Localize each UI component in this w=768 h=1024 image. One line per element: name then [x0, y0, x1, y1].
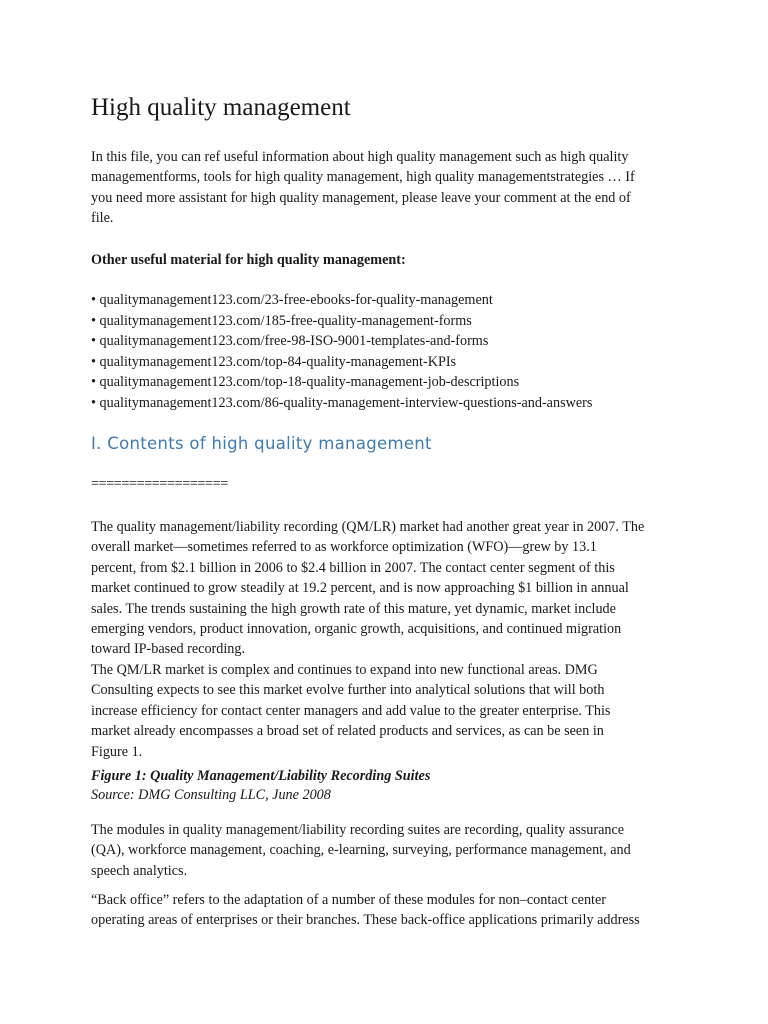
text-line: overall market—sometimes referred to as workforce optimization (WFO)—grew by 13.1	[91, 539, 597, 556]
text-line: speech analytics.	[91, 862, 188, 879]
modules-paragraph	[91, 820, 683, 881]
text-line: you need more assistant for high quality management, please leave your comment at the end of	[91, 189, 631, 206]
link-item[interactable]: • qualitymanagement123.com/86-quality-management-interview-questions-and-answers	[91, 394, 593, 411]
link-item[interactable]: • qualitymanagement123.com/185-free-quality-management-forms	[91, 312, 472, 329]
document-title: High quality management	[91, 94, 351, 121]
text-line: The modules in quality management/liability recording suites are recording, quality assurance	[91, 822, 625, 838]
market-paragraph	[91, 517, 683, 660]
text-line: toward IP-based recording.	[91, 641, 246, 658]
text-line: “Back office” refers to the adaptation of a number of these modules for non–contact center	[91, 892, 607, 908]
back-office-paragraph	[91, 890, 683, 931]
separator-line: ==================	[91, 476, 228, 492]
link-item[interactable]: • qualitymanagement123.com/free-98-ISO-9001-templates-and-forms	[91, 333, 489, 349]
text-line: The quality management/liability recording (QM/LR) market had another great year in 2007. The	[91, 519, 645, 535]
text-line: operating areas of enterprises or their branches. These back-office applications primarily address	[91, 912, 640, 929]
useful-links-list	[91, 290, 592, 413]
qmlr-paragraph	[91, 660, 683, 762]
text-line: increase efficiency for contact center managers and add value to the greater enterprise. This	[91, 702, 611, 719]
text-line: emerging vendors, product innovation, organic growth, acquisitions, and continued migration	[91, 621, 622, 638]
other-material-heading: Other useful material for high quality management:	[91, 252, 406, 268]
text-line: market continued to grow steadily at 19.2 percent, and is now approaching $1 billion in annual	[91, 580, 629, 597]
intro-paragraph	[91, 147, 683, 229]
link-item[interactable]: • qualitymanagement123.com/23-free-ebooks-for-quality-management	[91, 292, 493, 308]
text-line: percent, from $2.1 billion in 2006 to $2.4 billion in 2007. The contact center segment of this	[91, 559, 615, 576]
text-line: file.	[91, 210, 114, 227]
section-heading: I. Contents of high quality management	[91, 434, 432, 453]
text-line: Consulting expects to see this market evolve further into analytical solutions that will both	[91, 682, 605, 699]
text-line: managementforms, tools for high quality management, high quality managementstrategies … If	[91, 169, 635, 186]
text-line: (QA), workforce management, coaching, e-learning, surveying, performance management, and	[91, 842, 631, 859]
link-item[interactable]: • qualitymanagement123.com/top-84-quality-management-KPIs	[91, 353, 457, 370]
figure-caption: Figure 1: Quality Management/Liability Recording Suites	[91, 768, 431, 784]
text-line: In this file, you can ref useful information about high quality management such as high quality	[91, 149, 629, 165]
link-item[interactable]: • qualitymanagement123.com/top-18-quality-management-job-descriptions	[91, 374, 520, 390]
text-line: market already encompasses a broad set of related products and services, as can be seen in	[91, 723, 604, 740]
figure-source: Source: DMG Consulting LLC, June 2008	[91, 787, 331, 803]
text-line: sales. The trends sustaining the high growth rate of this mature, yet dynamic, market include	[91, 600, 616, 617]
text-line: Figure 1.	[91, 743, 143, 760]
text-line: The QM/LR market is complex and continues to expand into new functional areas. DMG	[91, 662, 598, 678]
